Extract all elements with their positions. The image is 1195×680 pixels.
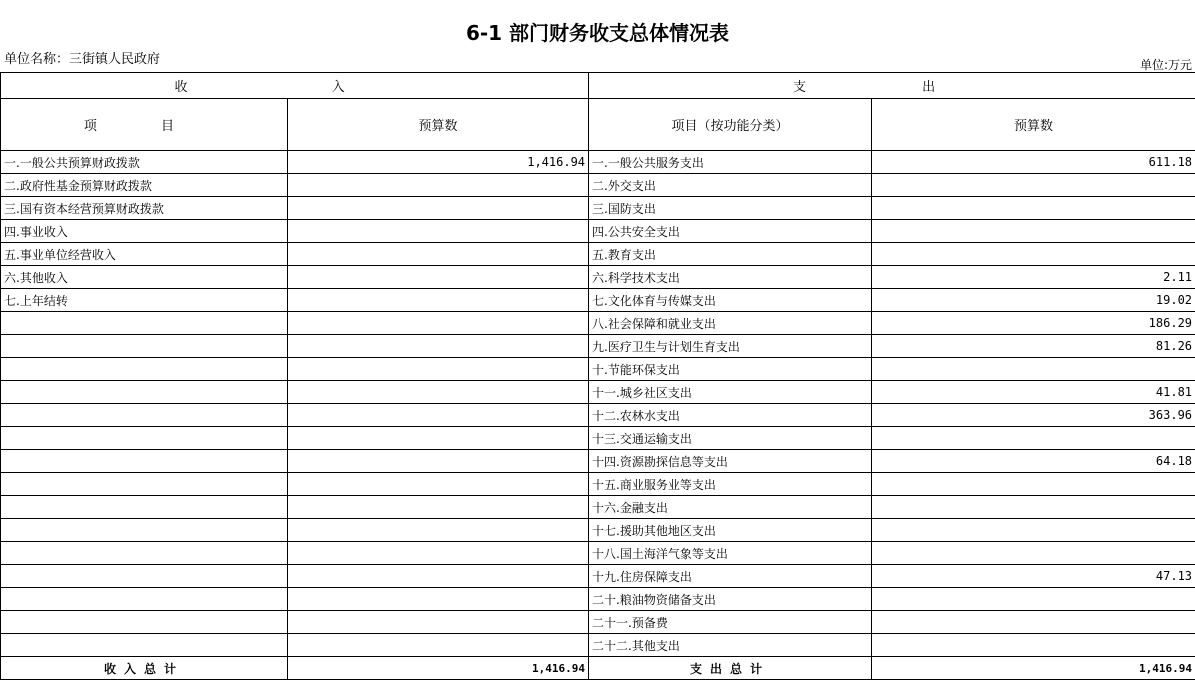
- income-item-cell: [1, 450, 288, 473]
- income-value-cell: [288, 450, 589, 473]
- expense-value-cell: [872, 634, 1195, 657]
- expense-value-cell: 363.96: [872, 404, 1195, 427]
- expense-value-cell: [872, 542, 1195, 565]
- expense-item-cell: 十六.金融支出: [589, 496, 872, 519]
- table-row: [1, 358, 1195, 381]
- expense-value-cell: [872, 588, 1195, 611]
- income-value-cell: [288, 542, 589, 565]
- expense-item-cell: 十三.交通运输支出: [589, 427, 872, 450]
- expense-item-cell: 七.文化体育与传媒支出: [589, 289, 872, 312]
- table-row: [1, 151, 1195, 174]
- income-item-cell: 五.事业单位经营收入: [1, 243, 288, 266]
- table-row: [1, 427, 1195, 450]
- table-row: [1, 588, 1195, 611]
- table-row: [1, 565, 1195, 588]
- table-body: [1, 151, 1195, 657]
- income-item-cell: [1, 358, 288, 381]
- expense-item-cell: 五.教育支出: [589, 243, 872, 266]
- income-value-cell: [288, 634, 589, 657]
- table-column-header: [1, 99, 1195, 151]
- expense-value-cell: [872, 427, 1195, 450]
- expense-total-value: 1,416.94: [872, 657, 1195, 680]
- income-value-cell: [288, 404, 589, 427]
- expense-item-cell: 十七.援助其他地区支出: [589, 519, 872, 542]
- income-item-cell: 四.事业收入: [1, 220, 288, 243]
- income-value-cell: [288, 197, 589, 220]
- expense-item-cell: 二十.粮油物资储备支出: [589, 588, 872, 611]
- income-value-cell: [288, 335, 589, 358]
- expense-value-cell: [872, 519, 1195, 542]
- income-value-cell: [288, 496, 589, 519]
- expense-value-cell: [872, 197, 1195, 220]
- income-value-cell: [288, 611, 589, 634]
- income-budget-header: 预算数: [288, 99, 589, 151]
- expense-item-header: 项目（按功能分类）: [589, 99, 872, 151]
- income-item-cell: [1, 427, 288, 450]
- income-total-value: 1,416.94: [288, 657, 589, 680]
- income-item-cell: 一.一般公共预算财政拨款: [1, 151, 288, 174]
- expense-item-cell: 十五.商业服务业等支出: [589, 473, 872, 496]
- expense-item-cell: 二十二.其他支出: [589, 634, 872, 657]
- table-row: [1, 473, 1195, 496]
- expense-item-cell: 十.节能环保支出: [589, 358, 872, 381]
- income-item-header: 项 目: [1, 99, 288, 151]
- unit-name-label: 单位名称：三街镇人民政府: [4, 52, 161, 67]
- expense-value-cell: 41.81: [872, 381, 1195, 404]
- income-item-cell: 二.政府性基金预算财政拨款: [1, 174, 288, 197]
- expense-item-cell: 一.一般公共服务支出: [589, 151, 872, 174]
- income-item-cell: [1, 381, 288, 404]
- income-value-cell: [288, 473, 589, 496]
- income-item-cell: [1, 404, 288, 427]
- expense-value-cell: [872, 496, 1195, 519]
- income-value-cell: [288, 243, 589, 266]
- expense-value-cell: 19.02: [872, 289, 1195, 312]
- expense-value-cell: 47.13: [872, 565, 1195, 588]
- expense-total-label: 支出总计: [589, 657, 872, 680]
- table-row: [1, 220, 1195, 243]
- unit-label: 单位:万元: [1139, 58, 1192, 72]
- income-item-cell: [1, 335, 288, 358]
- income-value-cell: [288, 220, 589, 243]
- expense-value-cell: 611.18: [872, 151, 1195, 174]
- income-item-cell: [1, 588, 288, 611]
- expense-item-cell: 二十一.预备费: [589, 611, 872, 634]
- income-value-cell: [288, 427, 589, 450]
- income-item-cell: 六.其他收入: [1, 266, 288, 289]
- expense-item-cell: 十二.农林水支出: [589, 404, 872, 427]
- table-row: [1, 611, 1195, 634]
- table-row: [1, 542, 1195, 565]
- expense-value-cell: 2.11: [872, 266, 1195, 289]
- expense-item-cell: 十四.资源勘探信息等支出: [589, 450, 872, 473]
- income-value-cell: [288, 174, 589, 197]
- table-row: [1, 197, 1195, 220]
- expense-value-cell: 186.29: [872, 312, 1195, 335]
- income-value-cell: [288, 381, 589, 404]
- income-value-cell: [288, 266, 589, 289]
- table-row: [1, 634, 1195, 657]
- expense-item-cell: 十九.住房保障支出: [589, 565, 872, 588]
- income-item-cell: [1, 634, 288, 657]
- table-row: [1, 243, 1195, 266]
- income-value-cell: [288, 565, 589, 588]
- income-item-cell: 三.国有资本经营预算财政拨款: [1, 197, 288, 220]
- expense-value-cell: [872, 358, 1195, 381]
- income-value-cell: [288, 312, 589, 335]
- table-row: [1, 381, 1195, 404]
- income-item-cell: [1, 542, 288, 565]
- income-item-cell: 七.上年结转: [1, 289, 288, 312]
- table-row: [1, 519, 1195, 542]
- total-row: [1, 657, 1195, 680]
- income-item-cell: [1, 611, 288, 634]
- table-section-header: [1, 73, 1195, 99]
- table-row: [1, 174, 1195, 197]
- expense-item-cell: 三.国防支出: [589, 197, 872, 220]
- expense-value-cell: 81.26: [872, 335, 1195, 358]
- income-total-label: 收入总计: [1, 657, 288, 680]
- income-value-cell: [288, 358, 589, 381]
- finance-table: [0, 72, 1195, 680]
- expense-value-cell: [872, 243, 1195, 266]
- expense-item-cell: 八.社会保障和就业支出: [589, 312, 872, 335]
- income-item-cell: [1, 519, 288, 542]
- table-row: [1, 335, 1195, 358]
- table-row: [1, 496, 1195, 519]
- income-item-cell: [1, 473, 288, 496]
- income-item-cell: [1, 496, 288, 519]
- table-row: [1, 289, 1195, 312]
- income-item-cell: [1, 312, 288, 335]
- expense-item-cell: 九.医疗卫生与计划生育支出: [589, 335, 872, 358]
- expense-value-cell: [872, 220, 1195, 243]
- expense-value-cell: [872, 174, 1195, 197]
- income-value-cell: [288, 519, 589, 542]
- expense-section-header: 支 出: [589, 73, 1195, 99]
- expense-item-cell: 六.科学技术支出: [589, 266, 872, 289]
- table-row: [1, 312, 1195, 335]
- table-row: [1, 450, 1195, 473]
- income-item-cell: [1, 565, 288, 588]
- income-value-cell: [288, 588, 589, 611]
- expense-budget-header: 预算数: [872, 99, 1195, 151]
- expense-value-cell: 64.18: [872, 450, 1195, 473]
- income-value-cell: 1,416.94: [288, 151, 589, 174]
- expense-item-cell: 十八.国土海洋气象等支出: [589, 542, 872, 565]
- table-row: [1, 266, 1195, 289]
- income-section-header: 收 入: [1, 73, 589, 99]
- income-value-cell: [288, 289, 589, 312]
- expense-value-cell: [872, 473, 1195, 496]
- expense-item-cell: 四.公共安全支出: [589, 220, 872, 243]
- expense-value-cell: [872, 611, 1195, 634]
- page-title: 6-1 部门财务收支总体情况表: [465, 21, 730, 45]
- expense-item-cell: 二.外交支出: [589, 174, 872, 197]
- expense-item-cell: 十一.城乡社区支出: [589, 381, 872, 404]
- table-row: [1, 404, 1195, 427]
